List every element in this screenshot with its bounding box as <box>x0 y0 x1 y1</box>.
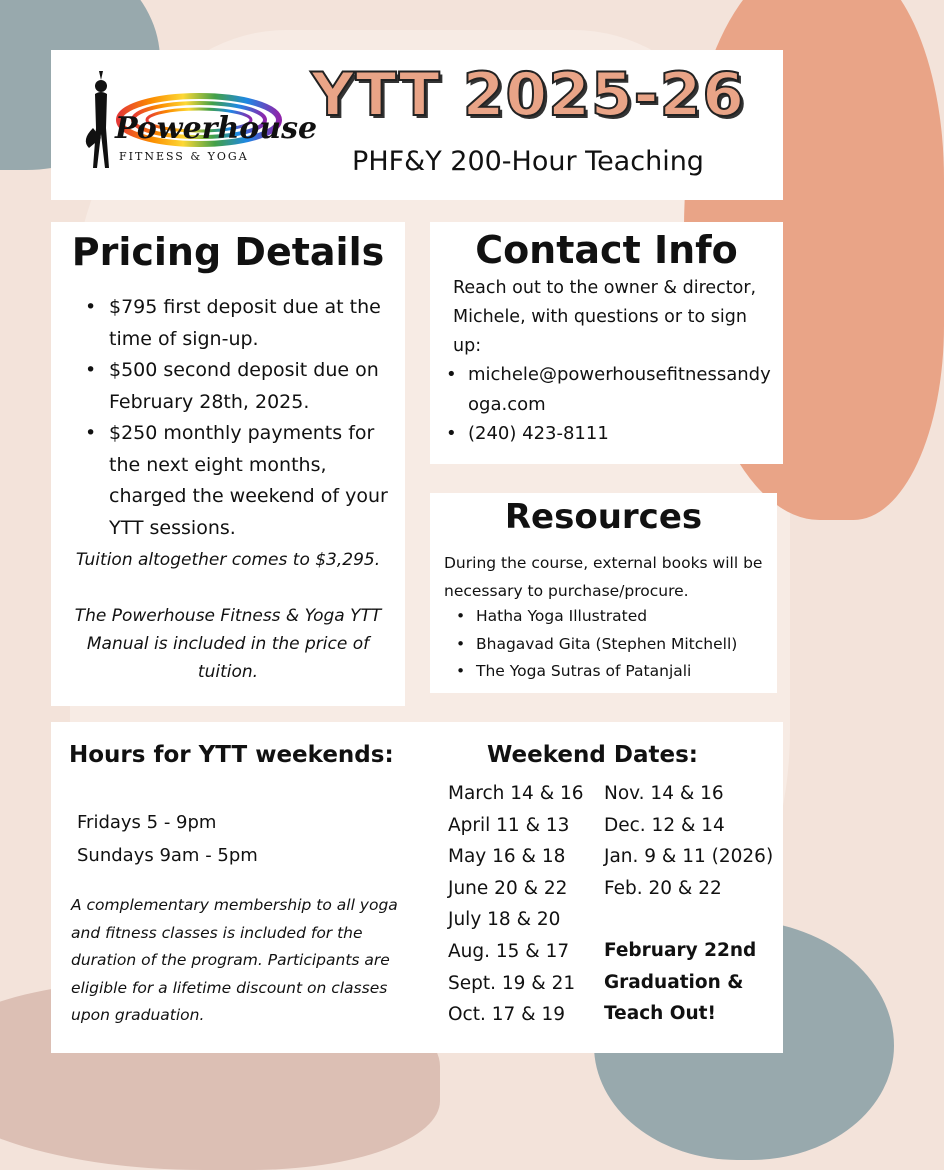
date-item: March 14 & 16 <box>448 783 584 804</box>
logo-wordmark: Powerhouse <box>115 111 318 146</box>
date-item: Feb. 20 & 22 <box>604 877 722 899</box>
logo-tagline: FITNESS & YOGA <box>119 150 249 163</box>
date-item: Jan. 9 & 11 (2026) <box>604 846 774 868</box>
date-item: Nov. 14 & 16 <box>604 783 724 804</box>
date-item: Dec. 12 & 14 <box>604 814 725 836</box>
list-item: • The Yoga Sutras of Patanjali <box>452 658 772 686</box>
date-item: Sept. 19 & 21 <box>448 972 576 994</box>
dates-column-2 <box>604 778 773 904</box>
membership-note: A complementary membership to all yoga and fitness classes is included for the duration of the program. Participants are eligible for a lifetime discount on classes upon graduation. <box>71 896 398 1024</box>
contact-list <box>442 360 777 449</box>
contact-card <box>430 222 783 464</box>
list-item: • $500 second deposit due on February 28th, 2025. <box>73 355 393 418</box>
hours-heading: Hours for YTT weekends: <box>69 742 394 768</box>
dates-column-1 <box>448 778 584 1031</box>
book-list <box>452 603 772 686</box>
contact-intro: Reach out to the owner & director, Michele, with questions or to sign up: <box>453 278 757 356</box>
page-title: YTT 2025-26 <box>311 60 745 130</box>
resources-heading: Resources <box>504 497 703 537</box>
pricing-card <box>51 222 405 706</box>
list-item: • $795 first deposit due at the time of sign-up. <box>73 292 393 355</box>
pricing-list <box>73 292 393 544</box>
schedule-card <box>51 722 783 1053</box>
dates-heading: Weekend Dates: <box>487 742 698 768</box>
date-item: July 18 & 20 <box>448 909 561 931</box>
date-item: June 20 & 22 <box>448 877 568 899</box>
graduation-line: February 22nd <box>604 940 757 961</box>
date-item: Oct. 17 & 19 <box>448 1004 566 1026</box>
resources-intro: During the course, external books will be necessary to purchase/procure. <box>444 554 763 600</box>
pricing-heading: Pricing Details <box>71 230 385 274</box>
yoga-figure-icon <box>86 71 109 168</box>
list-item: • Bhagavad Gita (Stephen Mitchell) <box>452 631 772 659</box>
date-item: April 11 & 13 <box>448 814 570 836</box>
hours-fridays: Fridays 5 - 9pm <box>77 812 217 833</box>
manual-note: The Powerhouse Fitness & Yoga YTT Manual is included in the price of tuition. <box>74 606 382 682</box>
graduation-note <box>604 935 774 1030</box>
powerhouse-logo <box>79 68 318 188</box>
date-item: Aug. 15 & 17 <box>448 940 570 962</box>
hours-sundays: Sundays 9am - 5pm <box>77 845 258 866</box>
graduation-line: Graduation & <box>604 971 744 993</box>
contact-phone-link[interactable]: • (240) 423-8111 <box>442 419 777 449</box>
tuition-total-note: Tuition altogether comes to $3,295. <box>75 550 381 570</box>
graduation-line: Teach Out! <box>604 1003 716 1025</box>
resources-card <box>430 493 777 693</box>
header-card <box>51 50 783 200</box>
hours-list <box>77 806 258 872</box>
contact-heading: Contact Info <box>475 228 738 272</box>
list-item: • $250 monthly payments for the next eight months, charged the weekend of your YTT sessions. <box>73 418 393 544</box>
contact-email-link[interactable]: • michele@powerhousefitnessandyoga.com <box>442 360 777 419</box>
list-item: • Hatha Yoga Illustrated <box>452 603 772 631</box>
page-subtitle: PHF&Y 200-Hour Teaching <box>352 146 704 177</box>
date-item: May 16 & 18 <box>448 846 566 868</box>
